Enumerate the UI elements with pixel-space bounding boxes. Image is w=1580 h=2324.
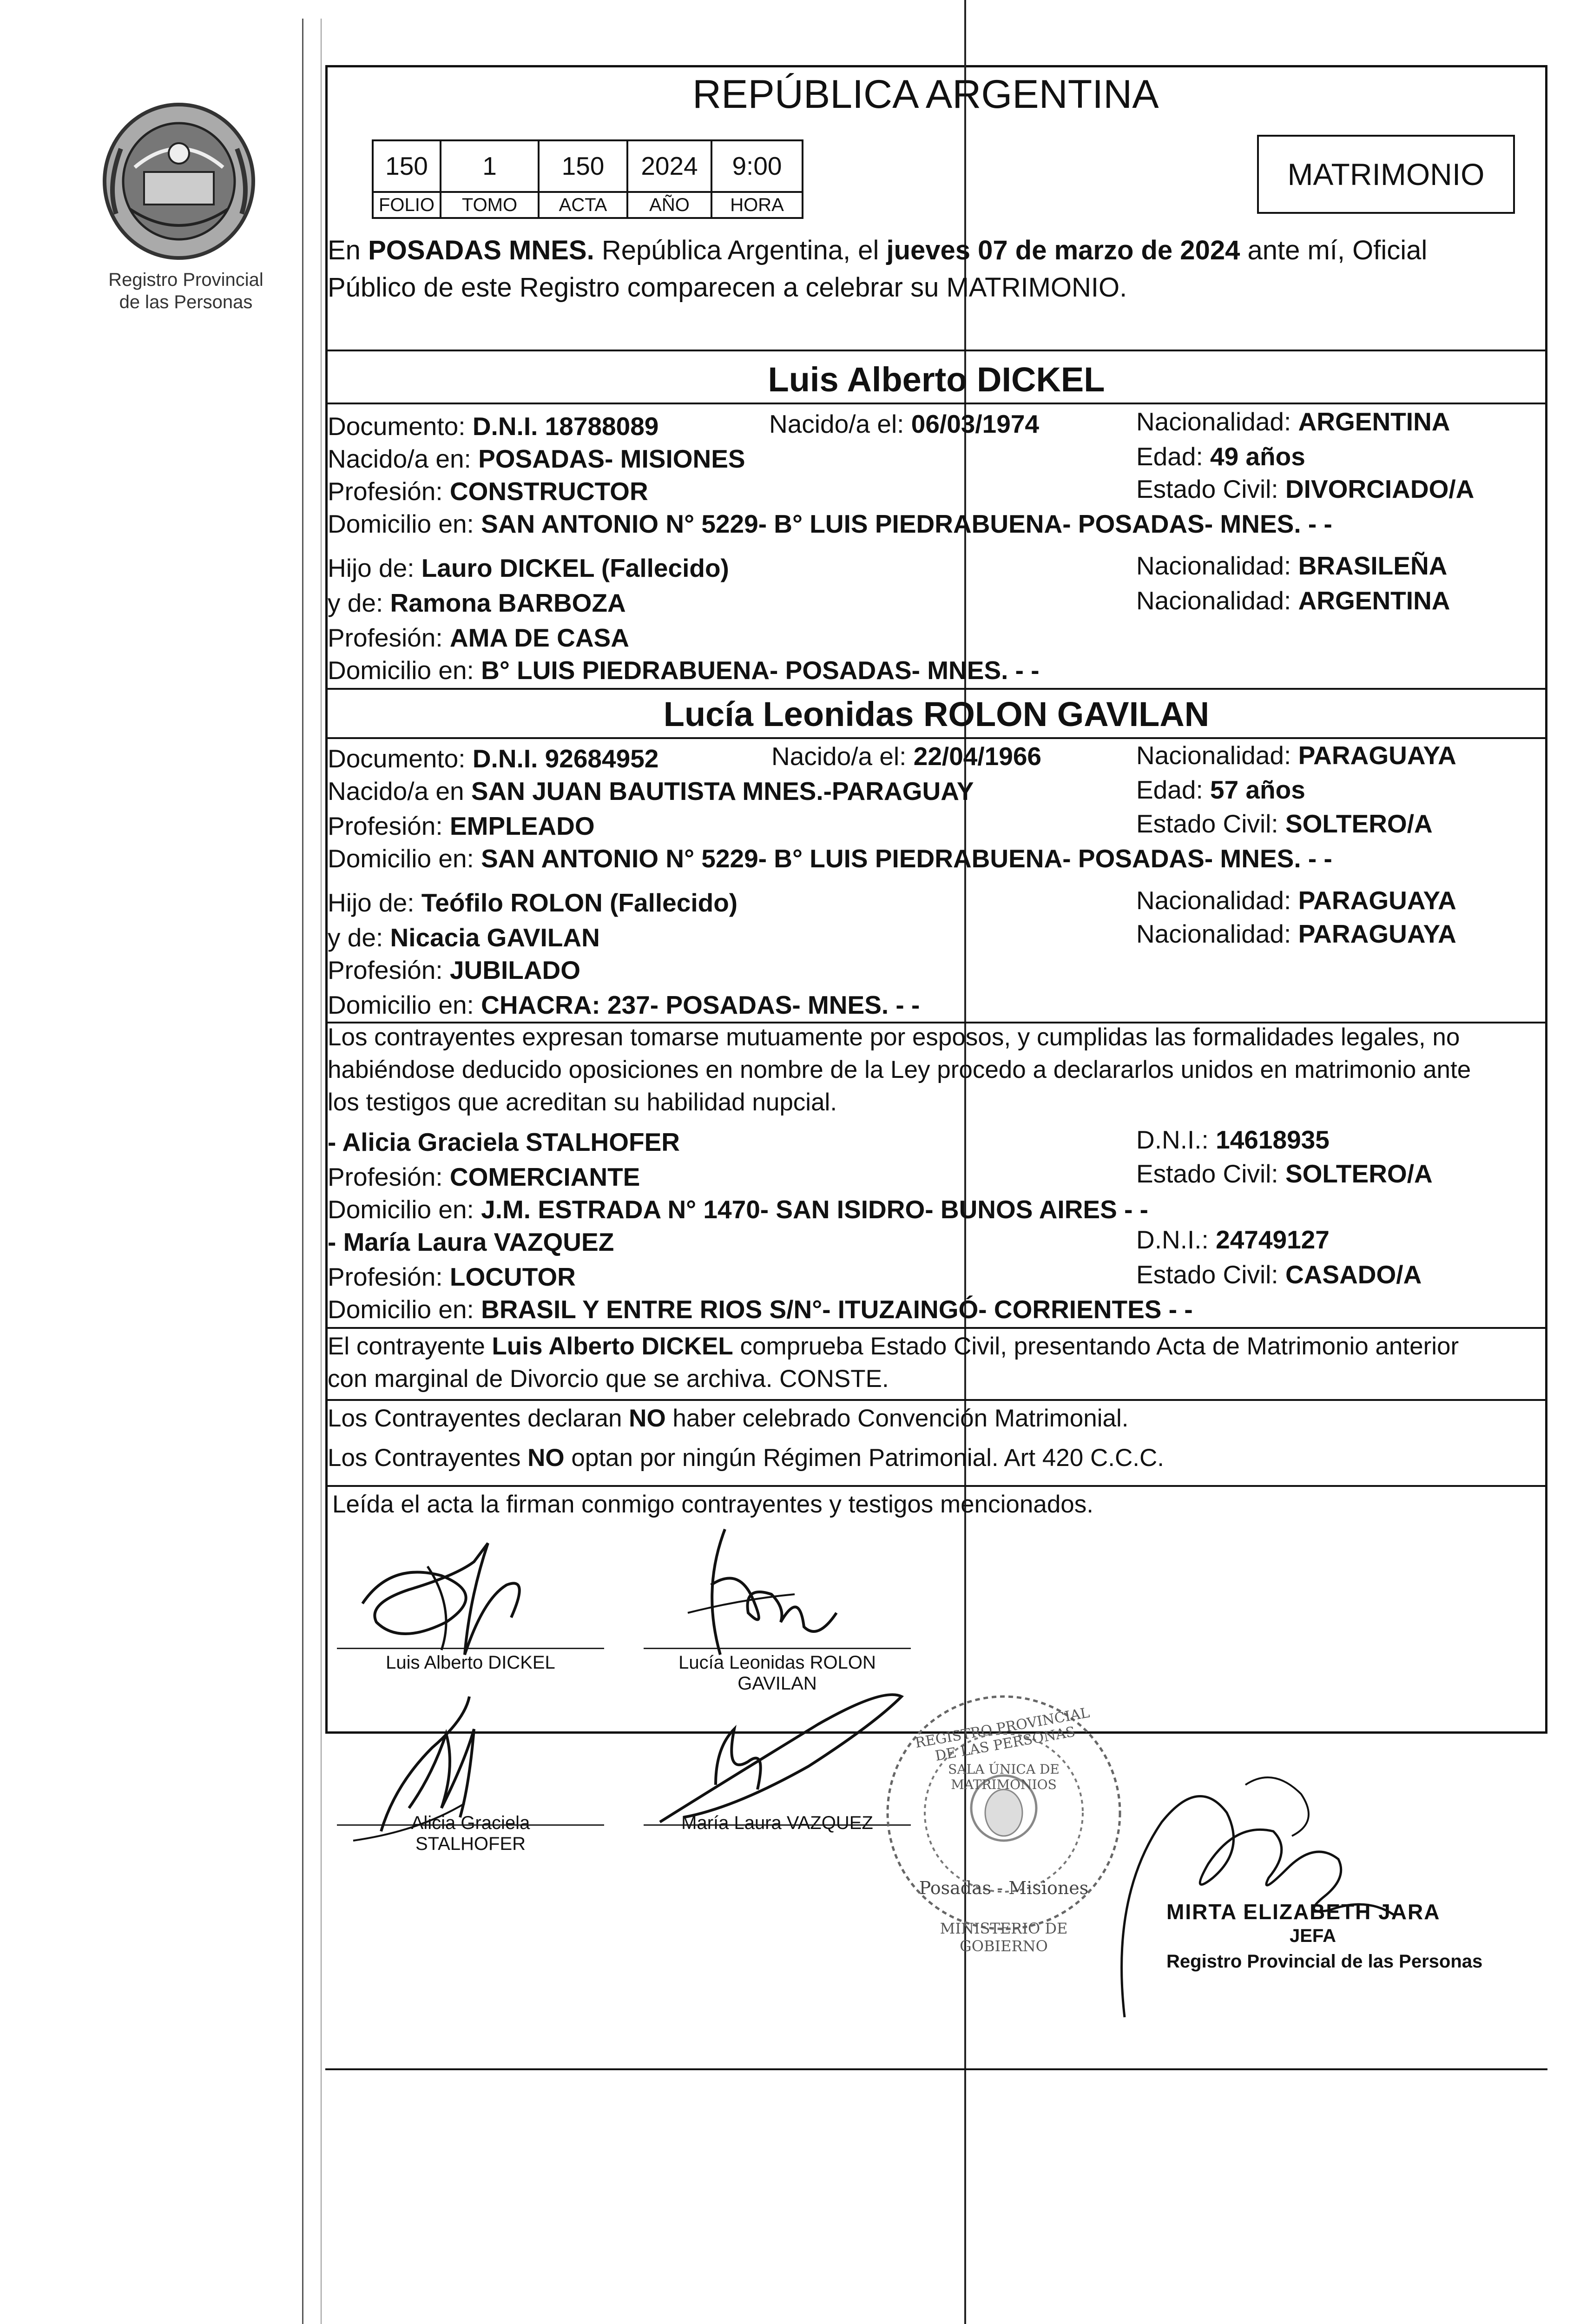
divider bbox=[325, 1327, 1547, 1329]
witness1-name: - Alicia Graciela STALHOFER bbox=[328, 1128, 680, 1156]
witness1-profession: Profesión: COMERCIANTE bbox=[328, 1162, 640, 1191]
closing-statement: Leída el acta la firman conmigo contrayentes y testigos mencionados. bbox=[332, 1491, 1094, 1518]
spouse1-profession: Profesión: CONSTRUCTOR bbox=[328, 477, 648, 506]
signature-spouse1-scribble bbox=[335, 1534, 632, 1673]
divider bbox=[325, 688, 1547, 690]
witness2-name: - María Laura VAZQUEZ bbox=[328, 1228, 614, 1256]
divorce-note-line2: con marginal de Divorcio que se archiva. CONSTE. bbox=[328, 1365, 889, 1393]
spouse2-nationality: Nacionalidad: PARAGUAYA bbox=[1136, 741, 1456, 770]
frame-bottom-line bbox=[325, 2068, 1547, 2070]
agency-name-line1: Registro Provincial bbox=[108, 270, 263, 290]
spouse1-address: Domicilio en: SAN ANTONIO N° 5229- B° LUIS PIEDRABUENA- POSADAS- MNES. - - bbox=[328, 509, 1332, 538]
spouse1-father-nationality: Nacionalidad: BRASILEÑA bbox=[1136, 551, 1448, 580]
spouse1-parent-address: Domicilio en: B° LUIS PIEDRABUENA- POSADAS- MNES. - - bbox=[328, 656, 1040, 685]
spouse1-parent-profession: Profesión: AMA DE CASA bbox=[328, 623, 629, 652]
spouse2-age: Edad: 57 años bbox=[1136, 775, 1305, 804]
official-role: JEFA bbox=[1290, 1926, 1336, 1946]
spouse1-document: Documento: D.N.I. 18788089 bbox=[328, 412, 659, 441]
signature-witness1-scribble bbox=[325, 1692, 604, 1850]
divider bbox=[325, 403, 1547, 404]
spouse2-document: Documento: D.N.I. 92684952 bbox=[328, 744, 659, 773]
signature-caption-spouse2-line1: Lucía Leonidas ROLON bbox=[678, 1652, 876, 1673]
witness1-dni: D.N.I.: 14618935 bbox=[1136, 1125, 1330, 1154]
signature-caption-witness1-line2: STALHOFER bbox=[415, 1834, 526, 1854]
divider bbox=[325, 737, 1547, 739]
spouse2-birthplace: Nacido/a en SAN JUAN BAUTISTA MNES.-PARAGUAY bbox=[328, 777, 974, 805]
official-name: MIRTA ELIZABETH JARA bbox=[1166, 1900, 1441, 1924]
spouse1-nationality: Nacionalidad: ARGENTINA bbox=[1136, 407, 1450, 436]
grid-value-anio: 2024 bbox=[626, 139, 712, 193]
divider bbox=[325, 1485, 1547, 1487]
stamp-ring-text: REGISTRO PROVINCIAL DE LAS PERSONAS bbox=[914, 1704, 1091, 1764]
divorce-note-line1: El contrayente Luis Alberto DICKEL comprueba Estado Civil, presentando Acta de Matrimonio anterior bbox=[328, 1333, 1459, 1360]
spouse2-address: Domicilio en: SAN ANTONIO N° 5229- B° LUIS PIEDRABUENA- POSADAS- MNES. - - bbox=[328, 844, 1332, 873]
declaration-line2: habiéndose deducido oposiciones en nombre de la Ley procedo a declararlos unidos en matrimonio ante bbox=[328, 1056, 1471, 1083]
spouse1-name: Luis Alberto DICKEL bbox=[768, 360, 1105, 399]
witness1-civil-status: Estado Civil: SOLTERO/A bbox=[1136, 1159, 1433, 1188]
grid-value-tomo: 1 bbox=[440, 139, 540, 193]
signature-caption-spouse2-line2: GAVILAN bbox=[737, 1673, 817, 1694]
grid-label-tomo: TOMO bbox=[440, 191, 540, 219]
grid-label-hora: HORA bbox=[711, 191, 803, 219]
official-agency: Registro Provincial de las Personas bbox=[1166, 1951, 1483, 1972]
witness2-profession: Profesión: LOCUTOR bbox=[328, 1262, 576, 1291]
spouse2-parent-address: Domicilio en: CHACRA: 237- POSADAS- MNES. - - bbox=[328, 990, 920, 1019]
spouse1-mother: y de: Ramona BARBOZA bbox=[328, 588, 626, 617]
spouse1-mother-nationality: Nacionalidad: ARGENTINA bbox=[1136, 586, 1450, 615]
witness1-address: Domicilio en: J.M. ESTRADA N° 1470- SAN ISIDRO- BUNOS AIRES - - bbox=[328, 1195, 1148, 1224]
witness2-address: Domicilio en: BRASIL Y ENTRE RIOS S/N°- ITUZAINGÓ- CORRIENTES - - bbox=[328, 1295, 1193, 1324]
signature-official-scribble bbox=[1106, 1757, 1431, 2027]
grid-value-hora: 9:00 bbox=[711, 139, 803, 193]
spouse2-name: Lucía Leonidas ROLON GAVILAN bbox=[663, 695, 1210, 733]
spouse2-father-nationality: Nacionalidad: PARAGUAYA bbox=[1136, 886, 1456, 915]
grid-label-folio: FOLIO bbox=[372, 191, 441, 219]
spouse2-birthdate: Nacido/a el: 22/04/1966 bbox=[771, 742, 1042, 771]
witness2-dni: D.N.I.: 24749127 bbox=[1136, 1225, 1330, 1254]
spouse2-mother: y de: Nicacia GAVILAN bbox=[328, 923, 600, 952]
stamp-bottom-text: Posadas - Misiones bbox=[919, 1878, 1089, 1898]
stamp-inner-text: SALA ÚNICA DE MATRIMONIOS bbox=[948, 1762, 1060, 1792]
convention-note: Los Contrayentes declaran NO haber celebrado Convención Matrimonial. bbox=[328, 1405, 1129, 1432]
regime-note: Los Contrayentes NO optan por ningún Régimen Patrimonial. Art 420 C.C.C. bbox=[328, 1444, 1164, 1472]
intro-line2: Público de este Registro comparecen a celebrar su MATRIMONIO. bbox=[328, 272, 1127, 303]
spouse1-birthdate: Nacido/a el: 06/03/1974 bbox=[769, 409, 1040, 438]
spouse2-civil-status: Estado Civil: SOLTERO/A bbox=[1136, 809, 1433, 838]
spouse2-parent-profession: Profesión: JUBILADO bbox=[328, 956, 581, 984]
spouse1-civil-status: Estado Civil: DIVORCIADO/A bbox=[1136, 475, 1475, 503]
intro-line1: En POSADAS MNES. República Argentina, el jueves 07 de marzo de 2024 ante mí, Oficial bbox=[328, 235, 1428, 265]
grid-label-anio: AÑO bbox=[626, 191, 712, 219]
spouse2-father: Hijo de: Teófilo ROLON (Fallecido) bbox=[328, 888, 738, 917]
signature-caption-witness2: María Laura VAZQUEZ bbox=[681, 1813, 873, 1833]
provincial-coat-of-arms-icon bbox=[88, 93, 270, 270]
stamp-outer-bottom-text: MINISTERIO DE GOBIERNO bbox=[940, 1920, 1068, 1955]
grid-label-acta: ACTA bbox=[538, 191, 628, 219]
spouse2-mother-nationality: Nacionalidad: PARAGUAYA bbox=[1136, 919, 1456, 948]
fold-crease bbox=[964, 0, 966, 2324]
spouse1-father: Hijo de: Lauro DICKEL (Fallecido) bbox=[328, 554, 729, 582]
agency-seal bbox=[88, 93, 270, 270]
country-title: REPÚBLICA ARGENTINA bbox=[692, 72, 1159, 117]
signature-caption-spouse1: Luis Alberto DICKEL bbox=[386, 1652, 555, 1673]
divider bbox=[325, 350, 1547, 351]
declaration-line3: los testigos que acreditan su habilidad nupcial. bbox=[328, 1089, 837, 1116]
spouse1-age: Edad: 49 años bbox=[1136, 442, 1305, 471]
doc-type-box: MATRIMONIO bbox=[1257, 135, 1515, 214]
grid-value-acta: 150 bbox=[538, 139, 628, 193]
agency-name-line2: de las Personas bbox=[119, 292, 253, 312]
left-margin-line bbox=[302, 19, 303, 2324]
spouse2-profession: Profesión: EMPLEADO bbox=[328, 812, 595, 840]
grid-value-folio: 150 bbox=[372, 139, 441, 193]
signature-spouse2-scribble bbox=[641, 1520, 920, 1664]
witness2-civil-status: Estado Civil: CASADO/A bbox=[1136, 1260, 1422, 1289]
signature-caption-witness1-line1: Alicia Graciela bbox=[411, 1813, 530, 1833]
spouse1-birthplace: Nacido/a en: POSADAS- MISIONES bbox=[328, 444, 745, 473]
declaration-line1: Los contrayentes expresan tomarse mutuamente por esposos, y cumplidas las formalidades legales, no bbox=[328, 1023, 1460, 1051]
divider bbox=[325, 1399, 1547, 1401]
left-margin-line-dotted bbox=[321, 19, 322, 2324]
